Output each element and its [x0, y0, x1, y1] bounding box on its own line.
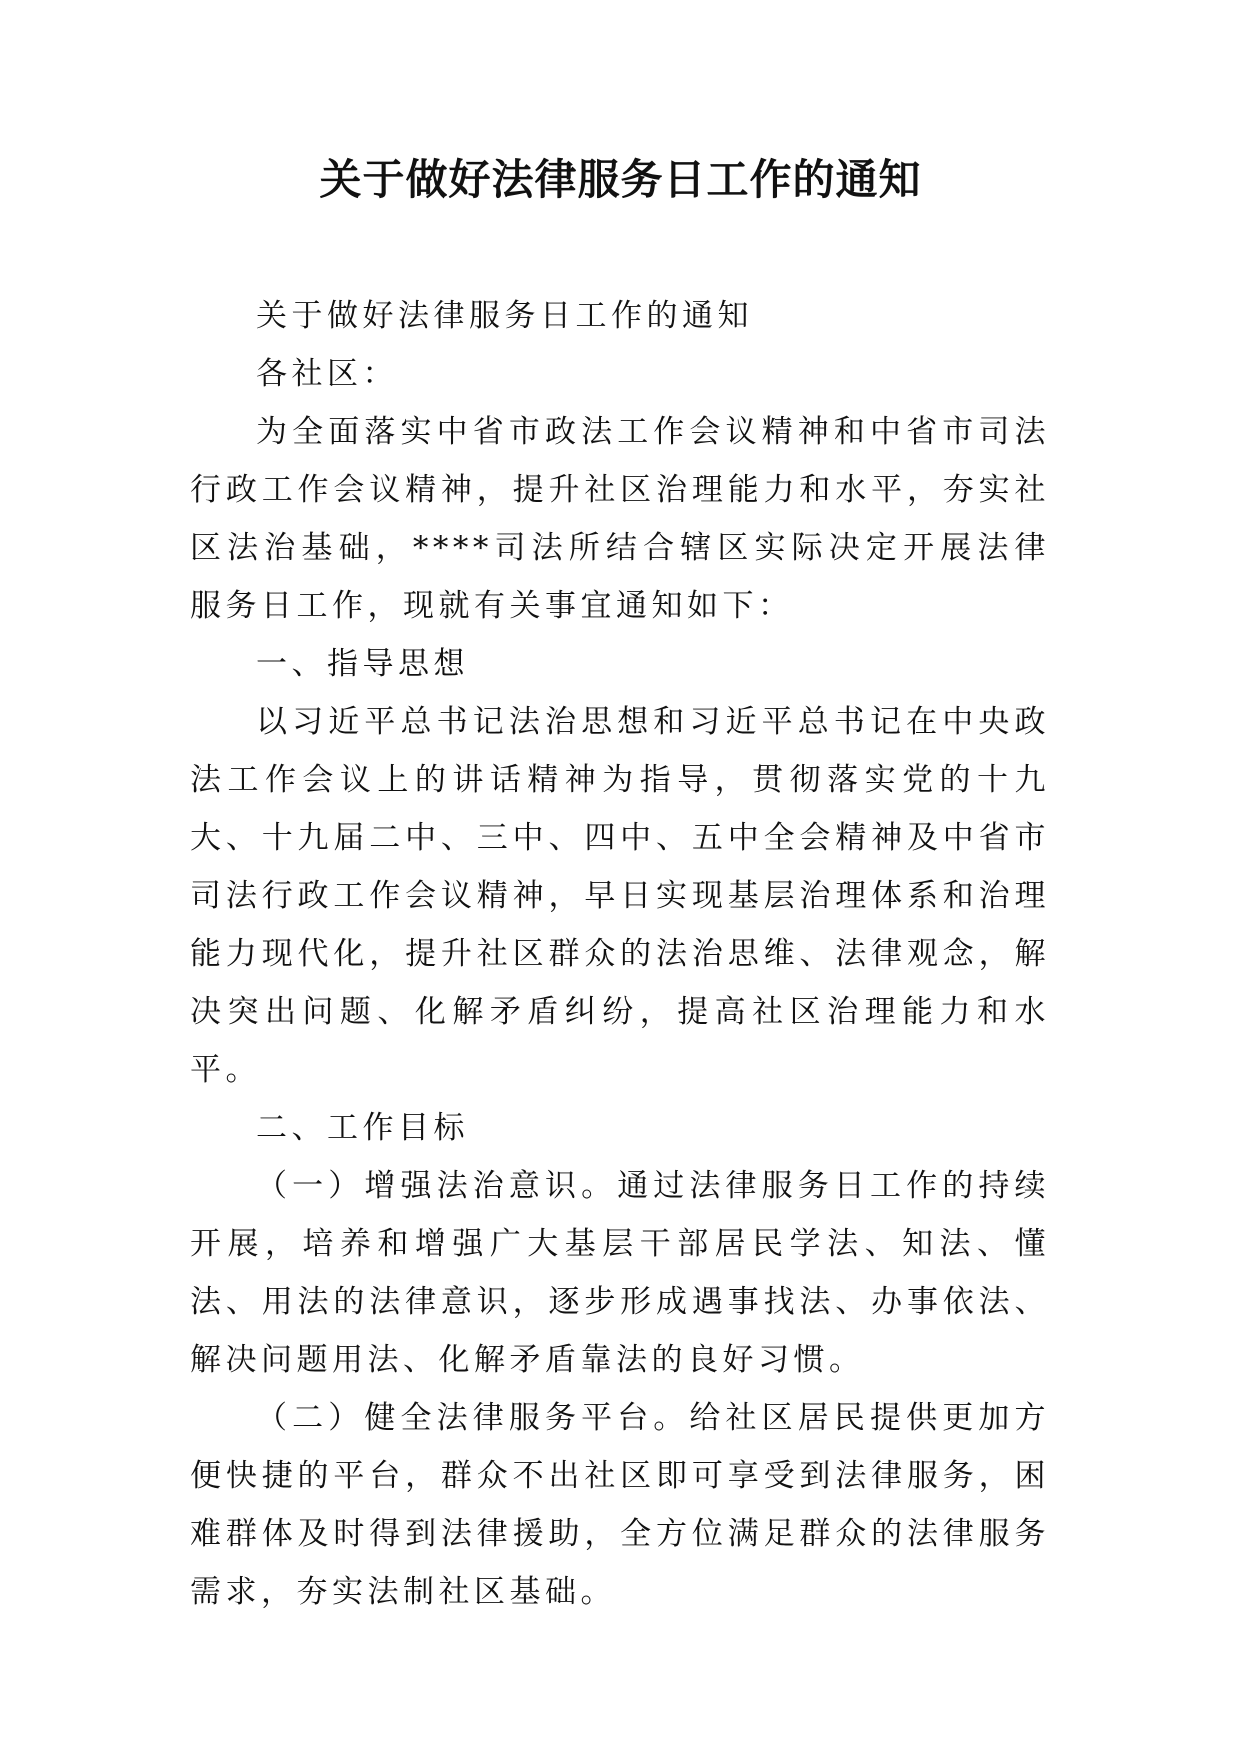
section-heading-guiding-thought: 一、指导思想 [256, 646, 469, 682]
subject-line: 关于做好法律服务日工作的通知 [256, 298, 753, 334]
goal-item-1: （一）增强法治意识。通过法律服务日工作的持续开展，培养和增强广大基层干部居民学法、知法、懂法、用法的法律意识，逐步形成遇事找法、办事依法、解决问题用法、化解矛盾靠法的良好习惯。 [190, 1168, 1050, 1378]
document-body [190, 287, 1050, 1621]
document-title: 关于做好法律服务日工作的通知 [319, 155, 922, 204]
section-heading-work-goals: 二、工作目标 [256, 1110, 469, 1146]
goal-item-2: （二）健全法律服务平台。给社区居民提供更加方便快捷的平台，群众不出社区即可享受到法律服务，困难群体及时得到法律援助，全方位满足群众的法律服务需求，夯实法制社区基础。 [190, 1400, 1050, 1610]
salutation: 各社区： [256, 356, 398, 392]
intro-paragraph: 为全面落实中省市政法工作会议精神和中省市司法行政工作会议精神，提升社区治理能力和水平，夯实社区法治基础，****司法所结合辖区实际决定开展法律服务日工作，现就有关事宜通知如下： [190, 414, 1050, 624]
guiding-thought-paragraph: 以习近平总书记法治思想和习近平总书记在中央政法工作会议上的讲话精神为指导，贯彻落实党的十九大、十九届二中、三中、四中、五中全会精神及中省市司法行政工作会议精神，早日实现基层治理体系和治理能力现代化，提升社区群众的法治思维、法律观念，解决突出问题、化解矛盾纠纷，提高社区治理能力和水平。 [190, 704, 1050, 1088]
